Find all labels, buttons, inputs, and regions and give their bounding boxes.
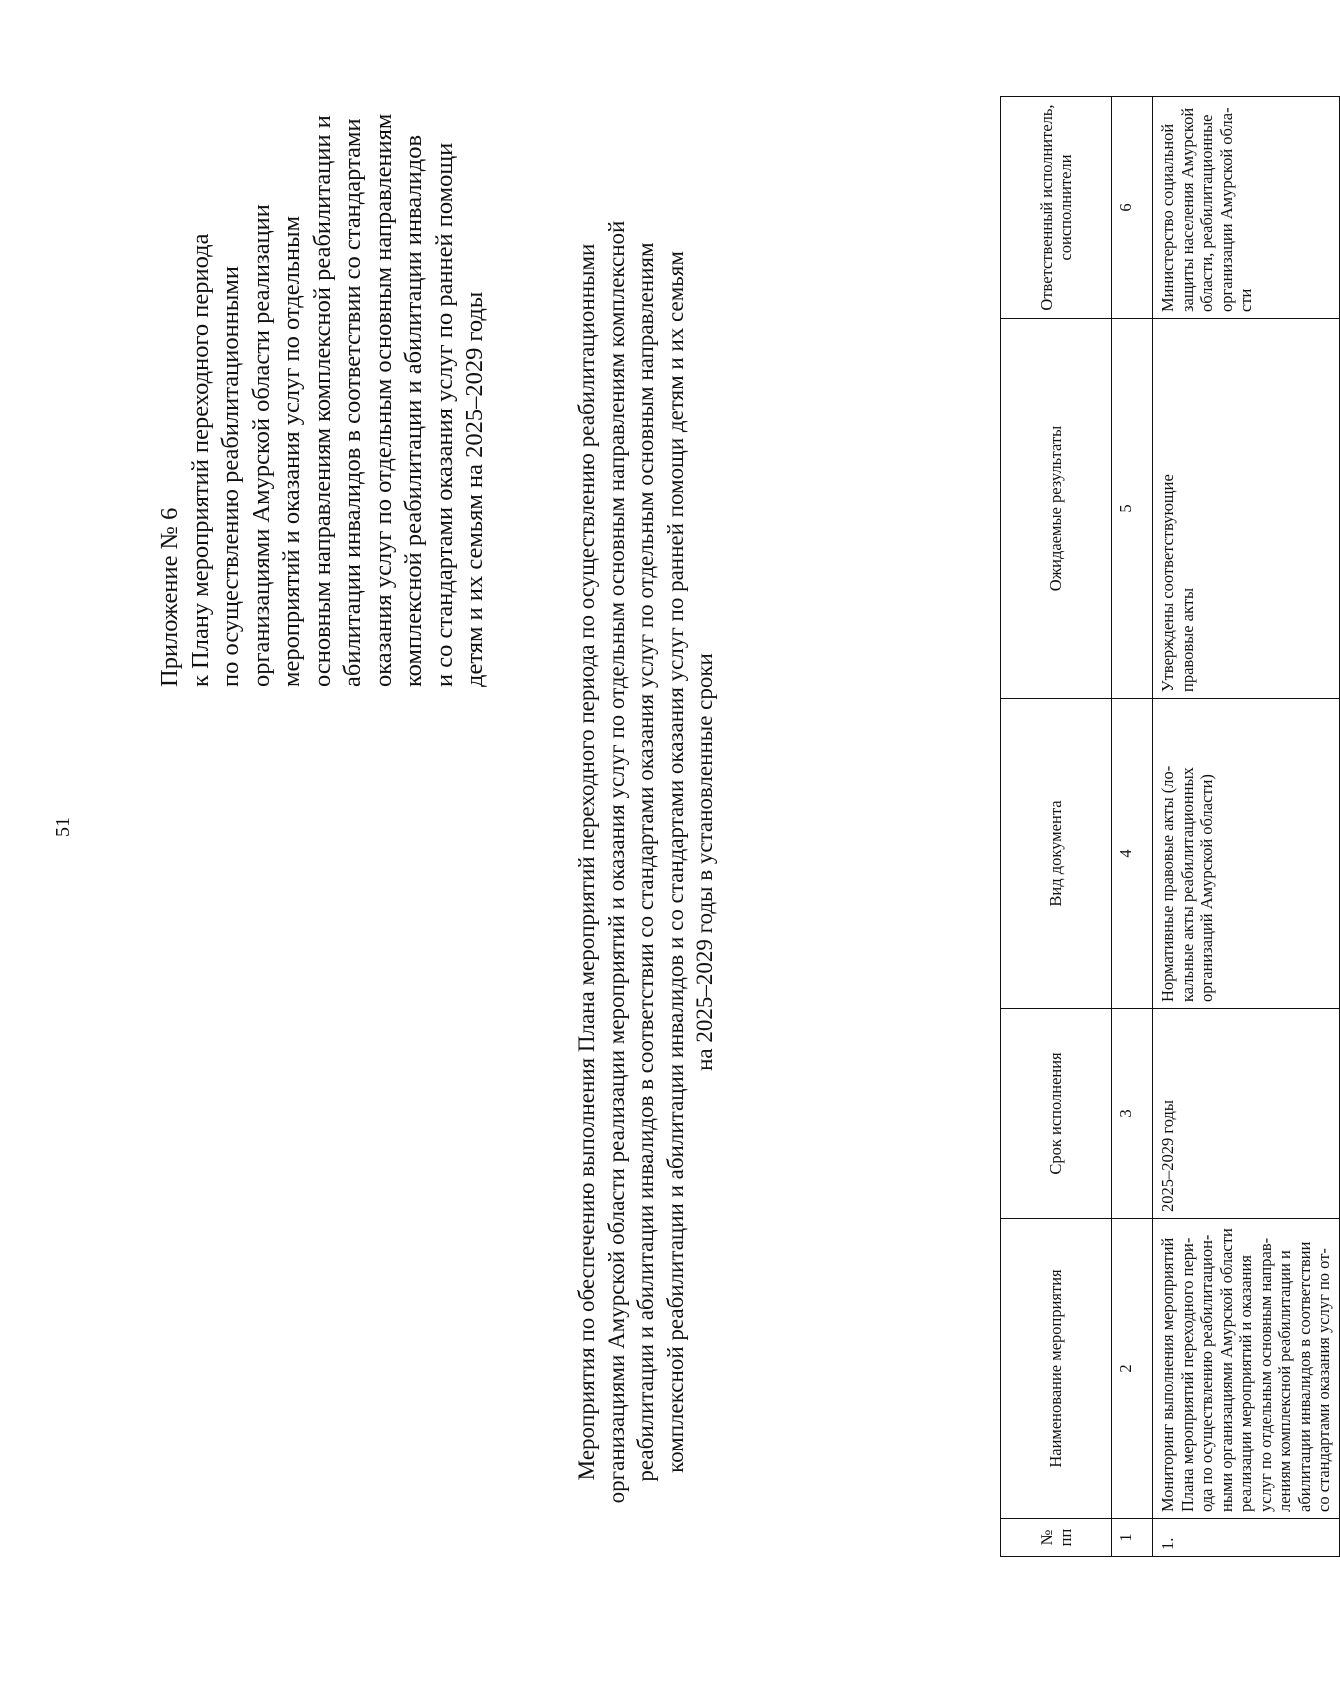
col-number: 4 [1112, 699, 1153, 1009]
header-doc: Вид документа [1001, 699, 1112, 1009]
heading-line: реабилитации и абилитации инвалидов в соответствии со стандартами оказания услуг по отдельным основным направлениям [633, 242, 658, 1482]
header-num: № пп [1001, 1519, 1112, 1557]
heading-line: организациями Амурской области реализации мероприятий и оказания услуг по отдельным основным направлениям комплексной [603, 220, 629, 1504]
appendix-line: организациями Амурской области реализации [247, 204, 275, 687]
appendix-line: основным направлениям комплексной реабилитации и [308, 115, 336, 687]
measure-responsible: Министерство социальной защиты населения Амурской области, реабилитационные организации Амурской обла- сти [1153, 97, 1340, 319]
appendix-line: по осуществлению реабилитационными [217, 266, 244, 687]
appendix-line: Приложение № 6 [156, 507, 183, 687]
header-term: Срок исполнения [1001, 1009, 1112, 1219]
appendix-line: комплексной реабилитации и абилитации инвалидов [400, 134, 427, 687]
appendix-line: детям и их семьям на 2025–2029 годы [461, 291, 488, 687]
measure-doc-type: Нормативные правовые акты (ло- кальные акты реабилитационных организаций Амурской области) [1153, 699, 1340, 1009]
appendix-line: оказания услуг по отдельным основным направлениям [369, 113, 397, 687]
table-row [1153, 97, 1340, 1557]
page-number: 51 [52, 817, 74, 837]
measure-expected-result: Утверждены соответствующие правовые акты [1153, 319, 1340, 699]
appendix-line: и со стандартами оказания услуг по ранней помощи [430, 142, 458, 687]
col-number: 1 [1112, 1519, 1153, 1557]
heading-line: комплексной реабилитации и абилитации инвалидов и со стандартами оказания услуг по ранней помощи детям и их семьям [662, 251, 688, 1473]
appendix-line: мероприятий и оказания услуг по отдельным [278, 215, 305, 687]
measure-name: Мониторинг выполнения мероприятий Плана мероприятий переходного пери- ода по осуществлению реабилитацион- ными организациями Амурской области реализации мероприятий и оказания услуг по отдельным основным направ- лениям комплексной реабилитации и абилитации инвалидов в соответствии со стандартами оказания услуг по от- [1153, 1219, 1340, 1519]
appendix-note [155, 67, 491, 687]
document-heading [572, 167, 720, 1557]
col-number: 5 [1112, 319, 1153, 699]
heading-line: на 2025–2029 годы в установленные сроки [692, 653, 717, 1071]
row-number: 1. [1153, 1519, 1340, 1557]
header-name: Наименование мероприятия [1001, 1219, 1112, 1519]
col-number: 6 [1112, 97, 1153, 319]
measure-term: 2025–2029 годы [1153, 1009, 1340, 1219]
column-numbers-row [1112, 97, 1153, 1557]
appendix-line: к Плану мероприятий переходного периода [186, 233, 214, 687]
header-result: Ожидаемые результаты [1001, 319, 1112, 699]
appendix-line: абилитации инвалидов в соответствии со стандартами [339, 118, 366, 687]
col-number: 3 [1112, 1009, 1153, 1219]
heading-line: Мероприятия по обеспечению выполнения Плана мероприятий переходного периода по осуществлению реабилитационными [574, 243, 599, 1481]
table-header-row [1001, 97, 1112, 1557]
measures-table [1000, 96, 1340, 1557]
col-number: 2 [1112, 1219, 1153, 1519]
header-resp: Ответственный исполнитель, соисполнители [1001, 97, 1112, 319]
